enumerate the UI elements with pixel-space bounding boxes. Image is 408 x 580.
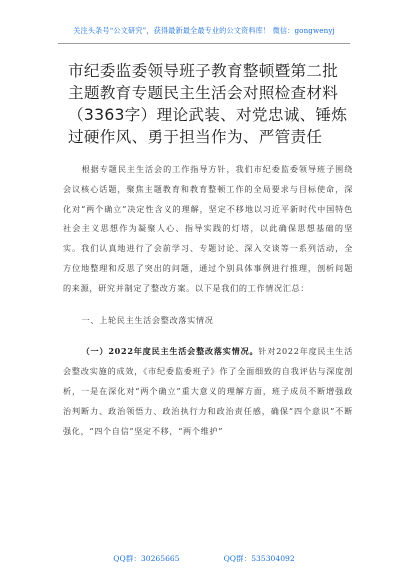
header-banner: 关注头条号“公文研究”，获得最新最全最专业的公文资料库！ 微信：gongwenyj (73, 26, 335, 35)
header-divider (58, 43, 350, 44)
subsection-paragraph (63, 342, 353, 441)
section-heading: 一、上轮民主生活会整改落实情况 (81, 314, 214, 325)
footer-qq-group-1: QQ群：30265665 (113, 554, 180, 563)
intro-paragraph: 根据专题民主生活会的工作指导方针，我们市纪委监委领导班子围绕会议核心话题，聚焦主题教育和教育整顿工作的全局要求与目标使命，深化对“两个确立”决定性含义的理解，坚定不移地以习近平新时代中国特色社会主义思想作为凝聚人心、指导实践的灯塔，以此确保思想基础的坚实。我们认真地进行了会前学习、专题讨论、深入交谈等一系列活动，全方位地整理和反思了突出的问题，通过个别具体事例进行推理，剖析问题的来源，研究并制定了整改方案。以下是我们的工作情况汇总： (63, 164, 353, 293)
subsection-text: 针对2022年度民主生活会整改实施的成效，《市纪委监委班子》作了全面细致的自我评估与深度剖析，一是在深化对“两个确立”重大意义的理解方面，班子成员不断增强政治判断力、政治领悟力、政治执行力和政治责任感，确保“四个意识”不断强化，“四个自信”坚定不移，“两个维护” (63, 346, 354, 436)
subsection-heading: （一）2022年度民主生活会整改落实情况。 (81, 346, 259, 357)
footer-contacts (0, 553, 408, 564)
document-body (63, 160, 353, 441)
document-title: 市纪委监委领导班子教育整顿暨第二批主题教育专题民主生活会对照检查材料（3363字）理论武装、对党忠诚、锤炼过硬作风、勇于担当作为、严管责任 (68, 62, 348, 146)
footer-qq-group-2: QQ群：535304092 (223, 554, 295, 563)
